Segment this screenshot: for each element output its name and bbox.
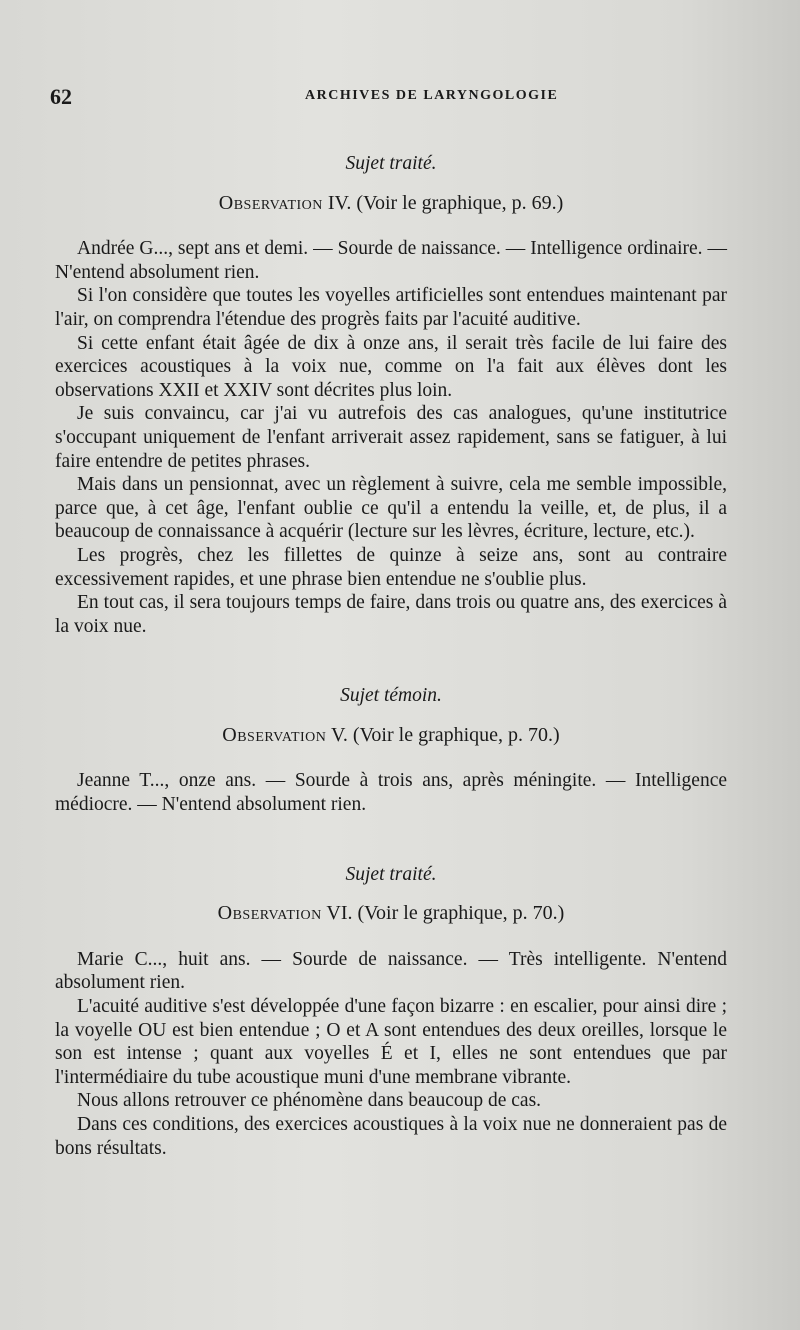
observation-label: Observation [217,902,322,925]
paragraph: Je suis convaincu, car j'ai vu autrefois des cas analogues, qu'une institutrice s'occupant uniquement de l'enfant arriverait assez rapidement, sans se fatiguer, à lui faire entendre de petites phrases. [55,403,727,472]
paragraph: Nous allons retrouver ce phénomène dans beaucoup de cas. [77,1090,542,1112]
observation-title-4 [55,192,727,216]
paragraph: L'acuité auditive s'est développée d'une façon bizarre : en escalier, pour ainsi dire ; la voyelle OU est bien entendue ; O et A sont entendues des deux oreilles, lorsque le son est intense ; quant aux voyelles É et I, elles ne sont entendues que par l'intermédiaire du tube acoustique muni d'une membrane vibrante. [55,996,727,1088]
paragraph: Jeanne T..., onze ans. — Sourde à trois ans, après méningite. — Intelligence médiocre. — N'entend absolument rien. [55,770,727,816]
observation-ref: V. (Voir le graphique, p. 70.) [326,723,560,746]
section-heading-1: Sujet traité. [345,153,437,174]
observation-label: Observation [222,723,327,746]
observation-label: Observation [218,191,323,214]
paragraph: Mais dans un pensionnat, avec un règlement à suivre, cela me semble impossible, parce que, à cet âge, l'enfant oublie ce qu'il a entendu la veille, et, de plus, il a beaucoup de connaissance à acquérir (lecture sur les lèvres, écriture, lecture, etc.). [55,474,727,543]
paragraph: Andrée G..., sept ans et demi. — Sourde de naissance. — Intelligence ordinaire. — N'entend absolument rien. [55,238,727,283]
page-header [50,84,740,114]
paragraph: Les progrès, chez les fillettes de quinze à seize ans, sont au contraire excessivement rapides, et une phrase bien entendue ne s'oublie plus. [55,544,727,590]
observation-ref: IV. (Voir le graphique, p. 69.) [322,191,564,214]
page-body [55,152,727,1160]
paragraph: Marie C..., huit ans. — Sourde de naissance. — Très intelligente. N'entend absolument rien. [55,948,727,994]
section-heading-2: Sujet témoin. [340,685,442,707]
section-heading-3: Sujet traité. [345,863,437,885]
observation-title-6 [55,902,727,926]
paragraph: En tout cas, il sera toujours temps de faire, dans trois ou quatre ans, des exercices à la voix nue. [55,592,727,637]
observation-ref: VI. (Voir le graphique, p. 70.) [321,902,565,925]
observation-title-5 [55,724,727,748]
paragraph: Si cette enfant était âgée de dix à onze ans, il serait très facile de lui faire des exercices acoustiques à la voix nue, comme on l'a fait aux élèves dont les observations XXII et XXIV sont décrites plus loin. [55,332,727,401]
page-number: 62 [50,84,72,109]
paragraph: Si l'on considère que toutes les voyelles artificielles sont entendues maintenant par l'air, on comprendra l'étendue des progrès faits par l'acuité auditive. [55,285,727,330]
running-title: ARCHIVES DE LARYNGOLOGIE [305,88,559,103]
paragraph: Dans ces conditions, des exercices acoustiques à la voix nue ne donneraient pas de bons résultats. [55,1114,727,1159]
